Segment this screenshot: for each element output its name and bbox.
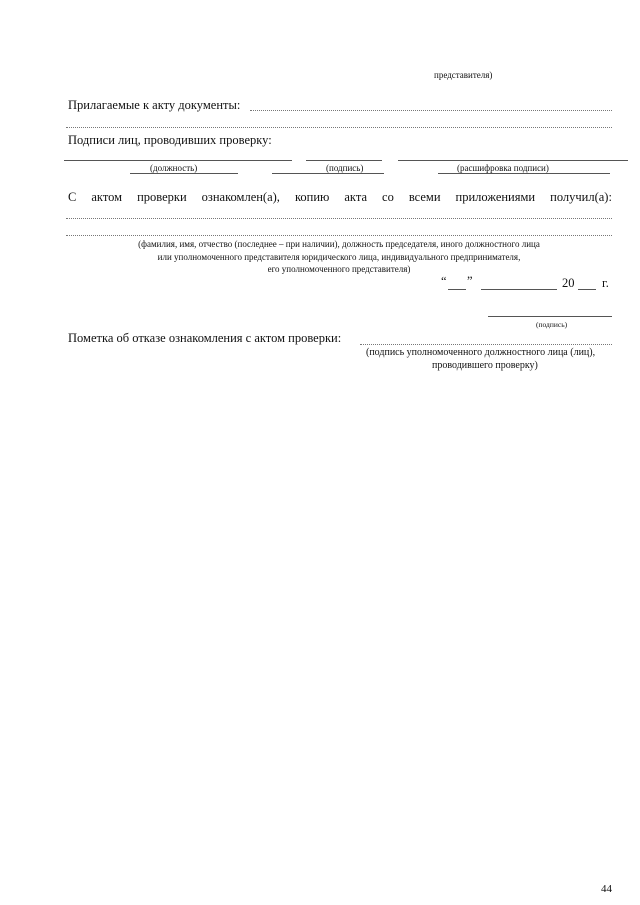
caption-underline-2 (272, 173, 384, 174)
signature-caption: (подпись) (326, 163, 364, 173)
acquaintance-signature-caption: (подпись) (536, 320, 568, 329)
attachments-label: Прилагаемые к акту документы: (68, 98, 241, 112)
date-year-prefix: 20 (562, 276, 575, 290)
acquaintance-word: копию (294, 190, 330, 204)
refusal-label: Пометка об отказе ознакомления с актом проверки: (68, 331, 342, 345)
acquaintance-word: со (382, 190, 394, 204)
signature-transcript-caption: (расшифровка подписи) (457, 163, 549, 173)
acquaintance-caption-line: (фамилия, имя, отчество (последнее – при наличии), должность председателя, иного должностного лица (138, 239, 540, 249)
position-caption: (должность) (150, 163, 198, 173)
date-open-quote: “ (441, 274, 447, 288)
acquaintance-caption-line: или уполномоченного представителя юридического лица, индивидуального предпринимателя, (157, 251, 521, 262)
acquaintance-word: актом (91, 190, 123, 204)
caption-underline-3 (438, 173, 610, 174)
acquaintance-word: получил(а): (550, 190, 612, 204)
date-year-field[interactable] (578, 289, 596, 290)
date-close-quote: ” (467, 274, 473, 288)
acquaintance-word: всеми (408, 190, 441, 204)
date-month-field[interactable] (481, 289, 557, 290)
date-year-suffix: г. (602, 276, 609, 290)
caption-underline-1 (130, 173, 238, 174)
acquaintance-word: акта (344, 190, 367, 204)
acquaintance-line-1[interactable] (66, 218, 612, 219)
signature-transcript-line[interactable] (398, 160, 628, 161)
page-number: 44 (601, 883, 612, 895)
acquaintance-word: С (68, 190, 77, 204)
acquaintance-word: ознакомлен(а), (201, 190, 280, 204)
representative-caption: представителя) (434, 70, 493, 80)
attachments-line-2[interactable] (66, 127, 612, 128)
acquaintance-word: приложениями (455, 190, 536, 204)
acquaintance-caption-line: его уполномоченного представителя) (267, 264, 411, 274)
signatures-label: Подписи лиц, проводивших проверку: (68, 133, 272, 147)
date-day-field[interactable] (448, 289, 466, 290)
refusal-caption-line-1: (подпись уполномоченного должностного лица (лиц), (366, 347, 596, 358)
signature-line[interactable] (306, 160, 382, 161)
acquaintance-line-2[interactable] (66, 235, 612, 236)
attachments-line-1[interactable] (250, 110, 612, 111)
refusal-signature-line[interactable] (360, 344, 612, 345)
acquaintance-caption (66, 238, 612, 276)
acquaintance-sentence (68, 190, 612, 205)
acquaintance-signature-line[interactable] (488, 316, 612, 317)
acquaintance-word: проверки (137, 190, 187, 204)
refusal-caption-line-2: проводившего проверку) (432, 360, 538, 371)
position-line[interactable] (64, 160, 292, 161)
